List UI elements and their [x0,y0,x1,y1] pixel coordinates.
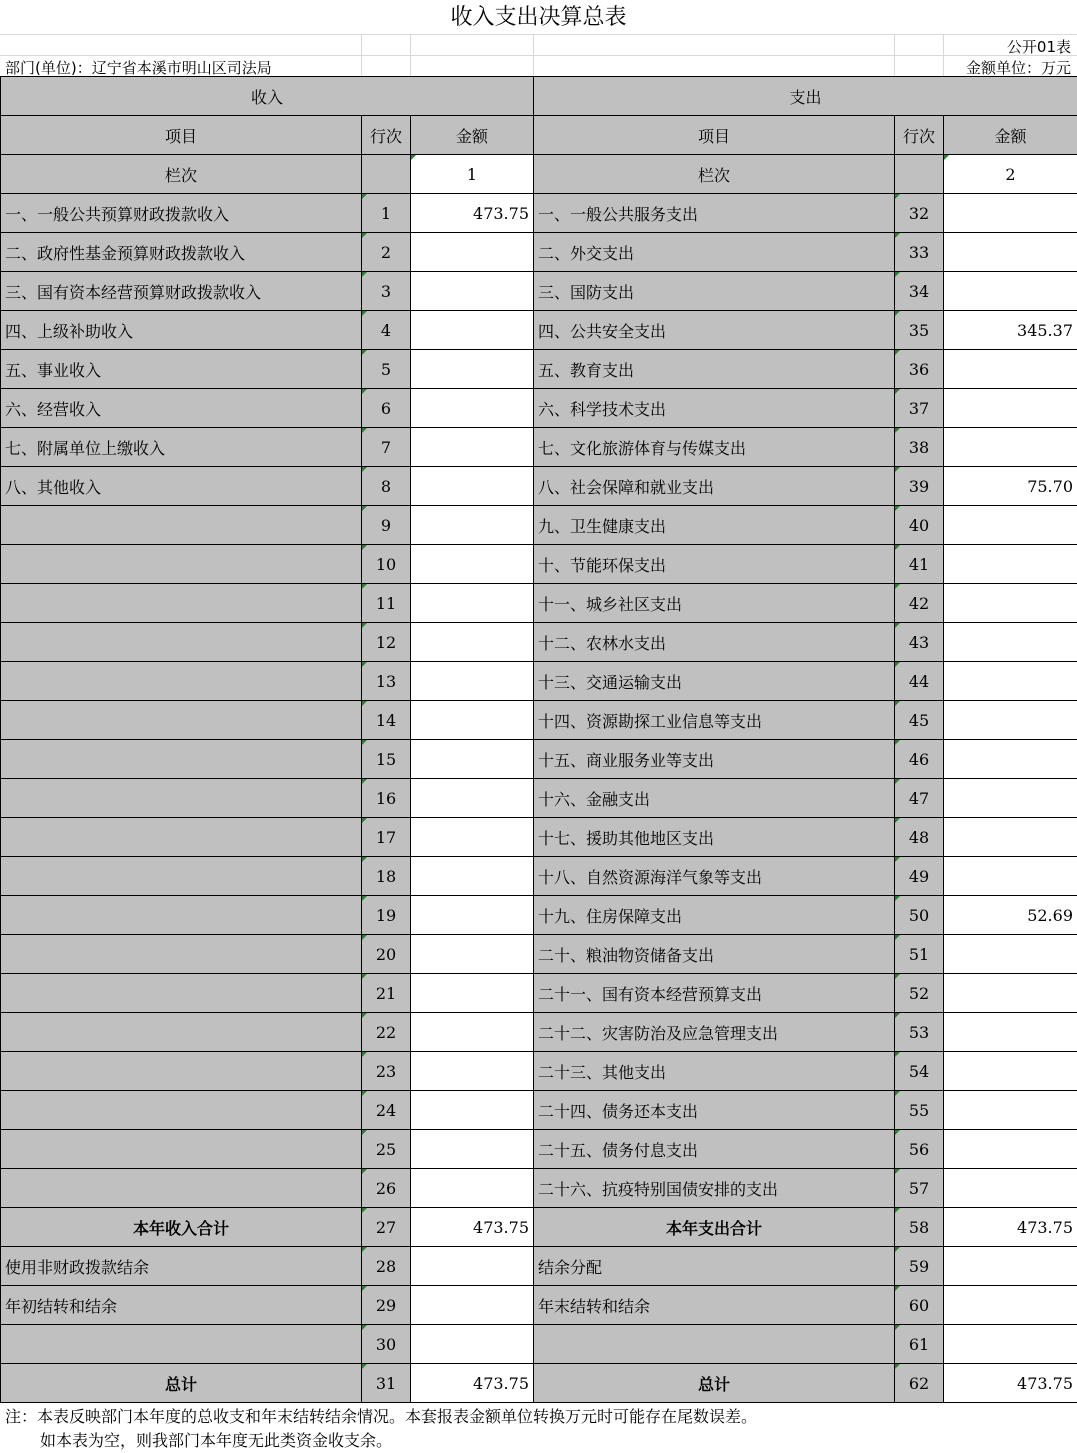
expense-rowno-header: 行次 [895,116,944,155]
income-rowno-cell: 4 [362,311,411,350]
expense-rowno-cell: 37 [895,389,944,428]
expense-item-cell: 二、外交支出 [534,233,895,272]
income-header: 收入 [1,77,534,116]
income-item-cell [1,545,362,584]
income-rowno-cell: 2 [362,233,411,272]
income-rowno-cell: 23 [362,1052,411,1091]
table-row [1,233,1077,272]
income-item-cell [1,896,362,935]
income-item-cell [1,623,362,662]
expense-item-cell: 六、科学技术支出 [534,389,895,428]
expense-amount-cell [944,1130,1077,1169]
income-amount-cell [411,350,534,389]
expense-rowno-cell: 57 [895,1169,944,1208]
income-item-cell [1,857,362,896]
income-rowno-cell: 6 [362,389,411,428]
expense-item-cell: 二十二、灾害防治及应急管理支出 [534,1013,895,1052]
income-item-cell [1,1091,362,1130]
income-rowno-cell: 18 [362,857,411,896]
expense-amount-cell [944,194,1077,233]
expense-amount-cell: 473.75 [944,1208,1077,1247]
income-item-cell [1,818,362,857]
table-row [1,1130,1077,1169]
income-amount-cell: 473.75 [411,1364,534,1403]
income-column-number: 1 [411,155,534,194]
income-amount-cell [411,857,534,896]
income-item-cell: 七、附属单位上缴收入 [1,428,362,467]
expense-amount-cell [944,1325,1077,1364]
income-item-cell: 二、政府性基金预算财政拨款收入 [1,233,362,272]
income-item-cell [1,1325,362,1364]
expense-rowno-cell: 62 [895,1364,944,1403]
expense-amount-cell [944,857,1077,896]
footnote-1: 注：本表反映部门本年度的总收支和年末结转结余情况。本套报表金额单位转换万元时可能存在尾数误差。 [5,1407,758,1426]
income-amount-cell [411,311,534,350]
table-row [1,545,1077,584]
expense-column-label: 栏次 [534,155,895,194]
income-amount-cell [411,1091,534,1130]
expense-item-cell: 三、国防支出 [534,272,895,311]
income-rowno-cell: 31 [362,1364,411,1403]
income-rowno-cell: 1 [362,194,411,233]
income-amount-header: 金额 [411,116,534,155]
gridline [410,34,411,76]
expense-column-number: 2 [944,155,1077,194]
income-amount-cell [411,1286,534,1325]
expense-item-cell: 一、一般公共服务支出 [534,194,895,233]
income-rowno-cell: 25 [362,1130,411,1169]
expense-item-cell: 二十六、抗疫特别国债安排的支出 [534,1169,895,1208]
income-rowno-cell: 9 [362,506,411,545]
income-amount-cell [411,1325,534,1364]
expense-amount-cell [944,1091,1077,1130]
expense-amount-header: 金额 [944,116,1077,155]
income-amount-cell: 473.75 [411,1208,534,1247]
expense-rowno-cell: 39 [895,467,944,506]
income-amount-cell [411,896,534,935]
expense-rowno-cell: 48 [895,818,944,857]
income-item-cell: 五、事业收入 [1,350,362,389]
table-row [1,1169,1077,1208]
table-row [1,1052,1077,1091]
expense-rowno-cell: 52 [895,974,944,1013]
table-row [1,857,1077,896]
expense-item-cell: 五、教育支出 [534,350,895,389]
expense-item-cell: 结余分配 [534,1247,895,1286]
income-rowno-cell: 15 [362,740,411,779]
income-amount-cell [411,506,534,545]
expense-rowno-cell: 32 [895,194,944,233]
income-amount-cell [411,1052,534,1091]
expense-rowno-cell: 43 [895,623,944,662]
expense-rowno-cell: 45 [895,701,944,740]
expense-item-cell: 二十五、债务付息支出 [534,1130,895,1169]
income-rowno-cell: 29 [362,1286,411,1325]
page-title: 收入支出决算总表 [450,5,627,30]
table-row [1,974,1077,1013]
income-item-cell [1,935,362,974]
income-rowno-cell: 10 [362,545,411,584]
income-rowno-cell: 30 [362,1325,411,1364]
expense-amount-cell [944,1286,1077,1325]
table-row [1,1364,1077,1403]
expense-item-cell: 总计 [534,1364,895,1403]
expense-item-header: 项目 [534,116,895,155]
table-row [1,896,1077,935]
gridline [943,34,944,76]
expense-item-cell: 十三、交通运输支出 [534,662,895,701]
expense-item-cell: 十九、住房保障支出 [534,896,895,935]
expense-rowno-cell: 38 [895,428,944,467]
table-row [1,272,1077,311]
table-row [1,428,1077,467]
income-amount-cell: 473.75 [411,194,534,233]
gridline [0,55,1077,56]
income-rowno-cell: 13 [362,662,411,701]
income-item-cell [1,1169,362,1208]
table-row [1,935,1077,974]
income-item-header: 项目 [1,116,362,155]
income-item-cell: 一、一般公共预算财政拨款收入 [1,194,362,233]
income-rowno-header: 行次 [362,116,411,155]
expense-amount-cell [944,428,1077,467]
expense-rowno-cell: 60 [895,1286,944,1325]
expense-item-cell: 四、公共安全支出 [534,311,895,350]
expense-rowno-cell: 56 [895,1130,944,1169]
income-item-cell [1,506,362,545]
table-row [1,740,1077,779]
expense-amount-cell [944,662,1077,701]
expense-rowno-cell: 36 [895,350,944,389]
income-amount-cell [411,272,534,311]
department-label: 部门(单位)：辽宁省本溪市明山区司法局 [5,59,272,77]
expense-amount-cell [944,389,1077,428]
income-item-cell: 六、经营收入 [1,389,362,428]
expense-item-cell: 十二、农林水支出 [534,623,895,662]
income-amount-cell [411,467,534,506]
expense-amount-cell: 75.70 [944,467,1077,506]
expense-rowno-cell: 33 [895,233,944,272]
income-item-cell [1,662,362,701]
footnotes [5,1405,757,1453]
income-rowno-cell: 8 [362,467,411,506]
expense-rowno-cell: 44 [895,662,944,701]
income-item-cell [1,779,362,818]
expense-rowno-cell: 54 [895,1052,944,1091]
expense-item-cell [534,1325,895,1364]
income-amount-cell [411,701,534,740]
table-row [1,1013,1077,1052]
income-rowno-cell: 12 [362,623,411,662]
expense-rowno-cell: 53 [895,1013,944,1052]
expense-item-cell: 十、节能环保支出 [534,545,895,584]
income-rowno-cell: 27 [362,1208,411,1247]
income-rowno-cell: 19 [362,896,411,935]
gridline [894,34,895,76]
income-amount-cell [411,740,534,779]
expense-amount-cell [944,350,1077,389]
income-amount-cell [411,233,534,272]
gridline [533,34,534,76]
table-row [1,1208,1077,1247]
table-row [1,1247,1077,1286]
income-rowno-cell: 11 [362,584,411,623]
expense-rowno-cell: 58 [895,1208,944,1247]
income-item-cell: 四、上级补助收入 [1,311,362,350]
expense-amount-cell [944,584,1077,623]
income-item-cell: 使用非财政拨款结余 [1,1247,362,1286]
expense-rowno-cell: 59 [895,1247,944,1286]
table-row [1,1325,1077,1364]
expense-rowno-cell: 34 [895,272,944,311]
expense-amount-cell [944,974,1077,1013]
table-row [1,1286,1077,1325]
income-rowno-cell: 20 [362,935,411,974]
expense-amount-cell [944,1169,1077,1208]
unit-label: 金额单位：万元 [965,59,1071,77]
income-item-cell: 三、国有资本经营预算财政拨款收入 [1,272,362,311]
table-row [1,467,1077,506]
expense-item-cell: 本年支出合计 [534,1208,895,1247]
expense-rowno-cell: 49 [895,857,944,896]
income-amount-cell [411,584,534,623]
expense-item-cell: 十五、商业服务业等支出 [534,740,895,779]
income-amount-cell [411,1013,534,1052]
income-item-cell [1,1130,362,1169]
expense-amount-cell [944,818,1077,857]
income-rowno-cell: 24 [362,1091,411,1130]
expense-item-cell: 十一、城乡社区支出 [534,584,895,623]
expense-item-cell: 二十一、国有资本经营预算支出 [534,974,895,1013]
expense-amount-cell [944,1013,1077,1052]
expense-rowno-cell: 42 [895,584,944,623]
income-amount-cell [411,974,534,1013]
income-rowno-cell: 7 [362,428,411,467]
expense-item-cell: 十六、金融支出 [534,779,895,818]
income-column-label: 栏次 [1,155,362,194]
table-row [1,389,1077,428]
table-row [1,584,1077,623]
table-row [1,701,1077,740]
expense-amount-cell [944,623,1077,662]
expense-column-rowno [895,155,944,194]
expense-item-cell: 年末结转和结余 [534,1286,895,1325]
income-rowno-cell: 21 [362,974,411,1013]
expense-amount-cell [944,272,1077,311]
income-rowno-cell: 28 [362,1247,411,1286]
footnote-2: 如本表为空，则我部门本年度无此类资金收支余。 [40,1431,393,1450]
income-amount-cell [411,1247,534,1286]
gridline [361,34,362,76]
expense-rowno-cell: 55 [895,1091,944,1130]
expense-item-cell: 八、社会保障和就业支出 [534,467,895,506]
expense-amount-cell [944,233,1077,272]
table-row [1,350,1077,389]
expense-rowno-cell: 46 [895,740,944,779]
expense-item-cell: 十四、资源勘探工业信息等支出 [534,701,895,740]
income-rowno-cell: 5 [362,350,411,389]
form-code: 公开01表 [1006,38,1071,56]
income-item-cell [1,1013,362,1052]
income-amount-cell [411,389,534,428]
expense-amount-cell: 52.69 [944,896,1077,935]
table-row [1,1091,1077,1130]
expense-item-cell: 九、卫生健康支出 [534,506,895,545]
expense-amount-cell: 345.37 [944,311,1077,350]
expense-header: 支出 [534,77,1077,116]
expense-rowno-cell: 47 [895,779,944,818]
income-item-cell [1,1052,362,1091]
income-item-cell: 总计 [1,1364,362,1403]
income-item-cell [1,974,362,1013]
income-rowno-cell: 22 [362,1013,411,1052]
table-row [1,194,1077,233]
expense-item-cell: 十八、自然资源海洋气象等支出 [534,857,895,896]
expense-item-cell: 二十三、其他支出 [534,1052,895,1091]
expense-rowno-cell: 50 [895,896,944,935]
expense-item-cell: 十七、援助其他地区支出 [534,818,895,857]
expense-amount-cell [944,545,1077,584]
expense-amount-cell [944,701,1077,740]
expense-rowno-cell: 41 [895,545,944,584]
income-amount-cell [411,1169,534,1208]
income-item-cell [1,701,362,740]
table-body [1,194,1077,1403]
expense-rowno-cell: 51 [895,935,944,974]
expense-item-cell: 七、文化旅游体育与传媒支出 [534,428,895,467]
income-rowno-cell: 14 [362,701,411,740]
table-row [1,818,1077,857]
expense-amount-cell [944,779,1077,818]
income-amount-cell [411,1130,534,1169]
income-item-cell: 本年收入合计 [1,1208,362,1247]
expense-amount-cell [944,740,1077,779]
expense-amount-cell [944,1052,1077,1091]
table-row [1,506,1077,545]
income-amount-cell [411,818,534,857]
table-row [1,662,1077,701]
income-amount-cell [411,779,534,818]
expense-rowno-cell: 40 [895,506,944,545]
income-rowno-cell: 3 [362,272,411,311]
table-row [1,623,1077,662]
expense-amount-cell: 473.75 [944,1364,1077,1403]
summary-table [0,76,1077,1403]
income-amount-cell [411,428,534,467]
income-item-cell: 八、其他收入 [1,467,362,506]
income-amount-cell [411,662,534,701]
expense-item-cell: 二十四、债务还本支出 [534,1091,895,1130]
income-rowno-cell: 16 [362,779,411,818]
expense-item-cell: 二十、粮油物资储备支出 [534,935,895,974]
income-item-cell: 年初结转和结余 [1,1286,362,1325]
expense-rowno-cell: 35 [895,311,944,350]
income-column-rowno [362,155,411,194]
income-rowno-cell: 26 [362,1169,411,1208]
expense-amount-cell [944,506,1077,545]
income-amount-cell [411,545,534,584]
table-row [1,779,1077,818]
income-amount-cell [411,935,534,974]
expense-amount-cell [944,1247,1077,1286]
expense-rowno-cell: 61 [895,1325,944,1364]
income-item-cell [1,740,362,779]
table-row [1,311,1077,350]
income-rowno-cell: 17 [362,818,411,857]
expense-amount-cell [944,935,1077,974]
income-item-cell [1,584,362,623]
income-amount-cell [411,623,534,662]
